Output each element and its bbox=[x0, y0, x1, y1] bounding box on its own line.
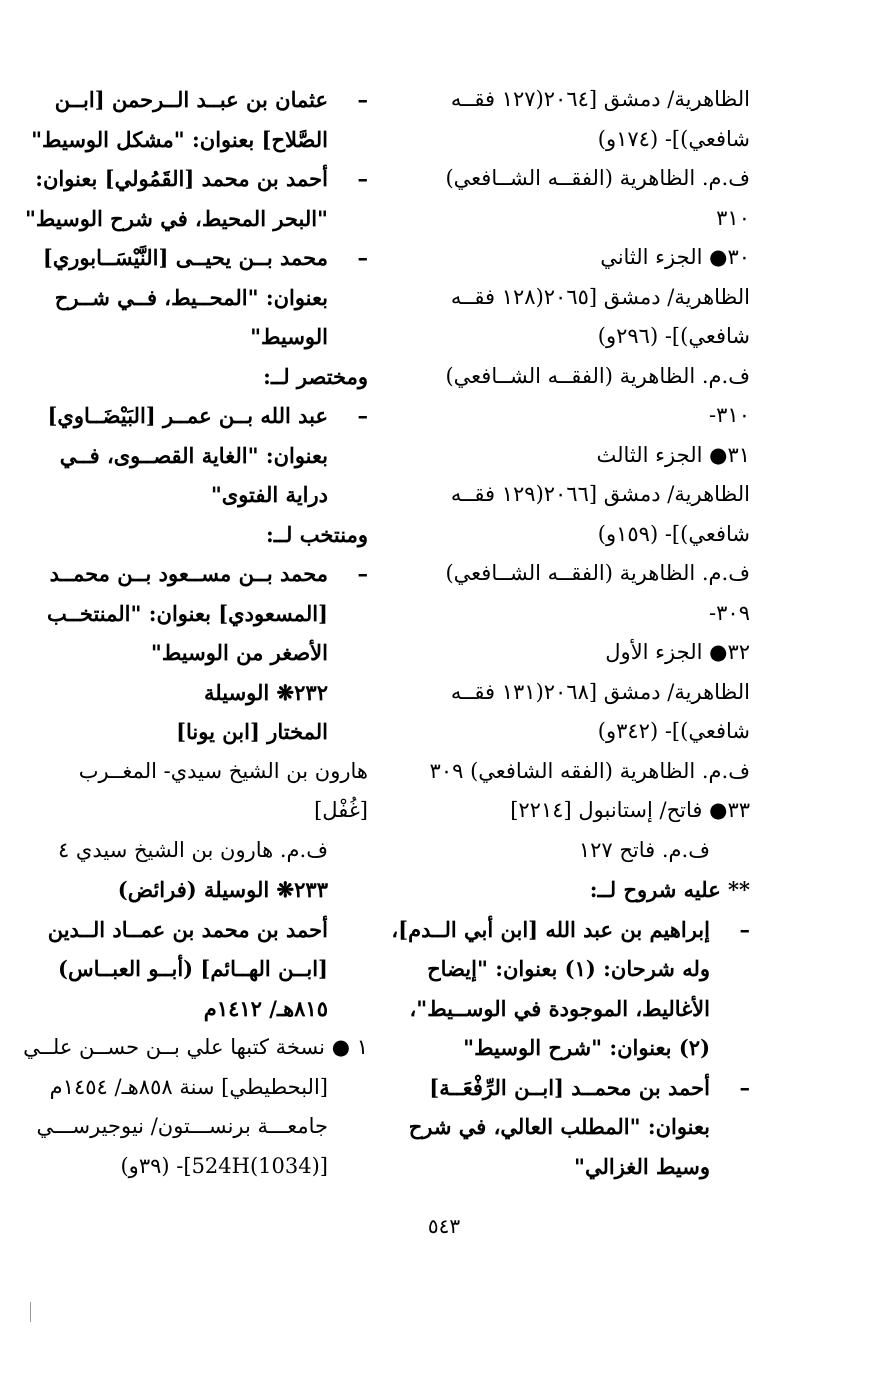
text-line bbox=[57, 831, 368, 871]
list-dash: – bbox=[357, 166, 368, 191]
text-line bbox=[424, 870, 750, 910]
text-line bbox=[76, 752, 368, 792]
line-text: أحمد بن محمــد [ابــن الرِّفْعَــة] bbox=[429, 1074, 710, 1100]
text-line bbox=[424, 554, 750, 594]
line-text: (٢) بعنوان: "شرح الوسيط" bbox=[463, 1035, 710, 1060]
text-line bbox=[424, 831, 750, 871]
line-text: ٣٣● فاتح/ إستانبول [٢٢١٤] bbox=[510, 798, 750, 822]
text-line bbox=[424, 357, 750, 397]
line-text: وله شرحان: (١) بعنوان: "إيضاح bbox=[427, 956, 710, 981]
right-column bbox=[391, 80, 750, 1186]
line-text: ف.م. الظاهرية (الفقــه الشــافعي) bbox=[445, 561, 750, 585]
text-line bbox=[424, 159, 750, 199]
line-text: جامعـــة برنســـتون/ نيوجيرســـي bbox=[36, 1114, 328, 1138]
text-line bbox=[47, 396, 368, 436]
text-line bbox=[76, 475, 368, 515]
line-text: شافعي)]- (٢٩٦و) bbox=[597, 324, 750, 348]
text-line bbox=[76, 317, 368, 357]
line-text: ٢٣٢❋ الوسيلة bbox=[204, 679, 328, 705]
line-text: [البحطيطي] سنة ٨٥٨هـ/ ١٤٥٤م bbox=[49, 1074, 328, 1099]
text-line bbox=[424, 1028, 750, 1068]
line-text: ٨١٥هـ/ ١٤١٢م bbox=[203, 995, 328, 1021]
text-line bbox=[54, 80, 368, 120]
text-line bbox=[76, 515, 368, 555]
line-text: ف.م. الظاهرية (الفقــه الشــافعي) bbox=[445, 166, 750, 190]
text-line bbox=[47, 910, 368, 950]
text-line bbox=[54, 278, 368, 318]
text-line bbox=[76, 357, 368, 397]
text-line bbox=[424, 436, 750, 476]
line-text: "البحر المحيط، في شرح الوسيط" bbox=[24, 205, 328, 231]
text-line bbox=[424, 120, 750, 160]
text-line bbox=[424, 396, 750, 436]
line-text: ٢٣٣❋ الوسيلة (فرائض) bbox=[117, 877, 328, 902]
margin-mark bbox=[30, 1302, 31, 1322]
line-text: الوسيط" bbox=[250, 324, 328, 349]
line-text: ومختصر لــ: bbox=[263, 363, 368, 389]
line-text: الظاهرية/ دمشق [٢٠٦٨(١٣١ فقــه bbox=[450, 679, 750, 704]
line-text: ومنتخب لــ: bbox=[265, 521, 368, 547]
line-text: الأصغر من الوسيط" bbox=[150, 640, 328, 665]
left-column bbox=[23, 80, 368, 1186]
text-line bbox=[46, 594, 368, 634]
text-line bbox=[424, 791, 750, 831]
text-line bbox=[424, 475, 750, 515]
text-line bbox=[391, 910, 750, 950]
line-text: شافعي)]- (١٥٩و) bbox=[597, 521, 750, 546]
text-line bbox=[424, 752, 750, 792]
line-text: الأغاليط، الموجودة في الوســيط"، bbox=[409, 995, 710, 1021]
text-line bbox=[76, 791, 368, 831]
list-dash: – bbox=[739, 916, 750, 942]
text-line bbox=[58, 949, 368, 989]
list-dash: – bbox=[739, 1074, 750, 1100]
text-line bbox=[424, 515, 750, 555]
text-line bbox=[424, 949, 750, 989]
text-line bbox=[59, 436, 368, 476]
list-dash: – bbox=[357, 87, 368, 112]
text-line bbox=[76, 1147, 368, 1187]
text-line bbox=[42, 238, 368, 278]
line-text: [المسعودي] بعنوان: "المنتخــب bbox=[46, 600, 328, 626]
line-text: ٣١٠ bbox=[716, 205, 750, 230]
line-text: بعنوان: "المطلب العالي، في شرح bbox=[408, 1114, 710, 1139]
text-line bbox=[76, 870, 368, 910]
line-text: إبراهيم بن عبد الله [ابن أبي الــدم]، bbox=[391, 916, 710, 942]
text-line bbox=[424, 1147, 750, 1187]
line-text: ٣٢● الجزء الأول bbox=[605, 640, 750, 664]
line-text: الظاهرية/ دمشق [٢٠٦٦(١٢٩ فقــه bbox=[450, 482, 750, 506]
text-line bbox=[24, 199, 368, 239]
text-line bbox=[424, 278, 750, 318]
line-text: ٣٠● الجزء الثاني bbox=[600, 245, 750, 269]
line-text: ٣١● الجزء الثالث bbox=[596, 442, 750, 467]
line-text: شافعي)]- (١٧٤و) bbox=[597, 126, 750, 151]
text-line bbox=[31, 120, 368, 160]
line-text: هارون بن الشيخ سيدي- المغــرب bbox=[78, 758, 368, 783]
page-number: ٥٤٣ bbox=[427, 1214, 461, 1238]
text-line bbox=[36, 1107, 368, 1147]
line-text: شافعي)]- (٣٤٢و) bbox=[597, 719, 750, 743]
text-line bbox=[424, 80, 750, 120]
text-line bbox=[408, 1107, 750, 1147]
line-text: دراية الفتوى" bbox=[210, 482, 328, 507]
text-line bbox=[49, 1068, 368, 1108]
line-text: ٣١٠- bbox=[709, 403, 750, 427]
line-text: الظاهرية/ دمشق [٢٠٦٥(١٢٨ فقــه bbox=[450, 284, 750, 309]
text-line bbox=[424, 199, 750, 239]
text-line bbox=[76, 633, 368, 673]
list-dash: – bbox=[357, 245, 368, 270]
line-text: ف.م. هارون بن الشيخ سيدي ٤ bbox=[57, 837, 328, 862]
line-text: أحمد بن محمد بن عمــاد الــدين bbox=[47, 916, 328, 942]
text-line bbox=[35, 159, 368, 199]
list-dash: – bbox=[357, 403, 368, 428]
list-dash: – bbox=[357, 561, 368, 586]
text-line bbox=[409, 989, 750, 1029]
line-text: أحمد بن محمد [القَمُولي] بعنوان: bbox=[35, 166, 328, 191]
line-text: [524H(1034)]- (٣٩و) bbox=[120, 1153, 328, 1178]
text-line bbox=[424, 712, 750, 752]
line-text: محمد بــن يحيــى [النَّيْسَــابوري] bbox=[42, 245, 328, 270]
text-line bbox=[424, 594, 750, 634]
line-text: ** عليه شروح لــ: bbox=[589, 877, 750, 902]
text-line bbox=[424, 673, 750, 713]
line-text: ف.م. الظاهرية (الفقــه الشــافعي) bbox=[445, 363, 750, 388]
text-line bbox=[23, 1028, 368, 1068]
text-line bbox=[424, 1068, 750, 1108]
text-line bbox=[424, 317, 750, 357]
text-line bbox=[76, 712, 368, 752]
text-line bbox=[76, 673, 368, 713]
line-text: [ابــن الهــائم] (أبــو العبــاس) bbox=[58, 956, 328, 981]
line-text: [غُفْل] bbox=[314, 798, 368, 822]
line-text: عبد الله بــن عمــر [البَيْضَــاوي] bbox=[47, 403, 328, 428]
line-text: ١ ● نسخة كتبها علي بــن حســن علــي bbox=[23, 1035, 368, 1059]
line-text: بعنوان: "المحــيط، فــي شــرح bbox=[54, 284, 328, 310]
line-text: ف.م. فاتح ١٢٧ bbox=[578, 837, 710, 862]
line-text: وسيط الغزالي" bbox=[574, 1153, 710, 1179]
text-line bbox=[424, 238, 750, 278]
line-text: عثمان بن عبــد الــرحمن [ابــن bbox=[54, 87, 328, 112]
text-line bbox=[424, 633, 750, 673]
text-line bbox=[49, 554, 368, 594]
line-text: الظاهرية/ دمشق [٢٠٦٤(١٢٧ فقــه bbox=[450, 87, 750, 111]
line-text: بعنوان: "الغاية القصــوى، فــي bbox=[59, 442, 328, 468]
line-text: ٣٠٩- bbox=[709, 600, 750, 625]
line-text: ف.م. الظاهرية (الفقه الشافعي) ٣٠٩ bbox=[429, 758, 750, 783]
line-text: محمد بــن مســعود بــن محمــد bbox=[49, 561, 328, 586]
line-text: الصَّلاح] بعنوان: "مشكل الوسيط" bbox=[31, 126, 328, 152]
text-line bbox=[76, 989, 368, 1029]
line-text: المختار [ابن يونا] bbox=[176, 719, 328, 744]
